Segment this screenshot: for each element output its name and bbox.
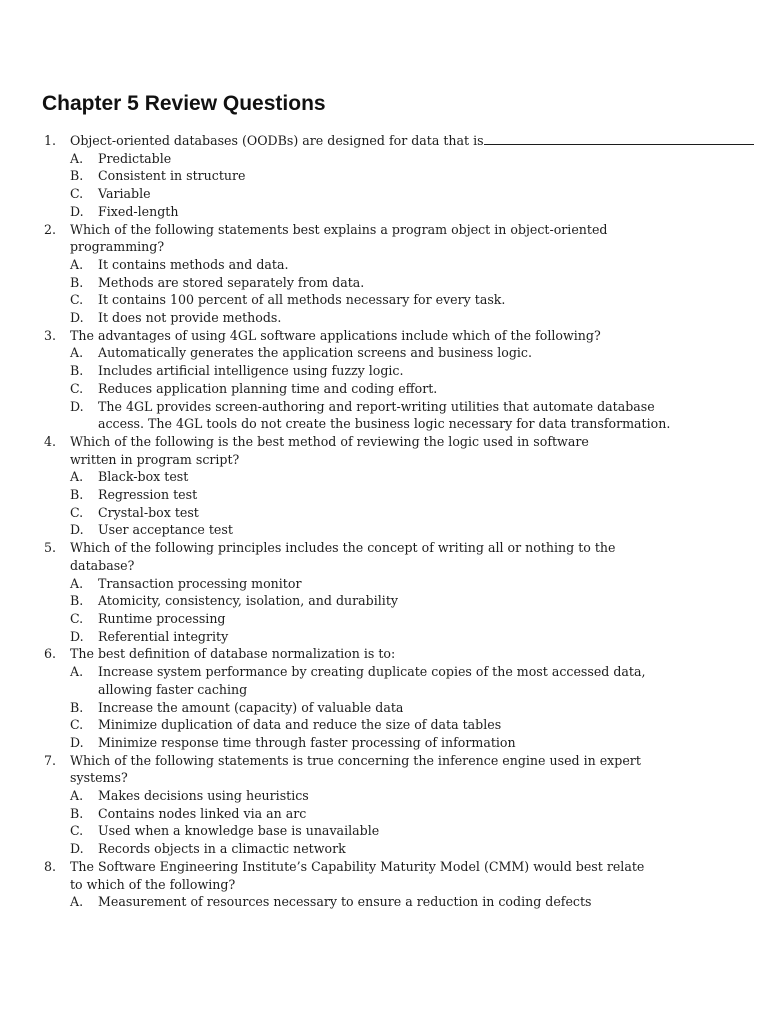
- option-text: access. The 4GL tools do not create the business logic necessary for data transformation.: [98, 416, 671, 432]
- option-text: Used when a knowledge base is unavailable: [98, 823, 380, 839]
- answer-option: [70, 167, 768, 185]
- option-text: Makes decisions using heuristics: [98, 788, 309, 804]
- option-letter: C.: [70, 380, 84, 396]
- option-text: Variable: [98, 186, 151, 202]
- option-letter: A.: [70, 469, 84, 485]
- question-text: Which of the following is the best method of reviewing the logic used in software: [70, 433, 589, 449]
- option-text: Consistent in structure: [98, 168, 246, 184]
- option-letter: A.: [70, 256, 84, 272]
- option-text: Transaction processing monitor: [98, 575, 302, 591]
- answer-option: [70, 628, 768, 646]
- question-text: The advantages of using 4GL software applications include which of the following?: [70, 327, 601, 343]
- option-letter: B.: [70, 274, 84, 290]
- answer-option: [70, 362, 768, 380]
- answer-option: [70, 893, 768, 911]
- option-text: Regression test: [98, 487, 198, 503]
- question-item: [40, 433, 768, 539]
- question-item: [40, 752, 768, 858]
- answer-option: [70, 716, 768, 734]
- answer-option: [70, 486, 768, 504]
- option-text: Referential integrity: [98, 628, 229, 644]
- option-letter: B.: [70, 805, 84, 821]
- answer-option: [70, 504, 768, 522]
- option-letter: B.: [70, 699, 84, 715]
- option-letter: D.: [70, 310, 84, 326]
- answer-option: [70, 521, 768, 539]
- option-text: Increase system performance by creating duplicate copies of the most accessed data,: [98, 664, 646, 680]
- answer-option: [70, 468, 768, 486]
- option-text: Atomicity, consistency, isolation, and durability: [98, 593, 399, 609]
- option-text: Predictable: [98, 150, 172, 166]
- option-letter: D.: [70, 841, 84, 857]
- option-text: It contains methods and data.: [98, 256, 289, 272]
- option-letter: C.: [70, 823, 84, 839]
- question-number: 1.: [44, 133, 57, 148]
- question-text: systems?: [70, 770, 128, 786]
- question-item: [40, 645, 768, 751]
- option-text: It contains 100 percent of all methods necessary for every task.: [98, 292, 506, 308]
- question-number: 4.: [44, 433, 57, 449]
- answer-option: [70, 663, 768, 698]
- question-text: database?: [70, 557, 135, 573]
- question-text: Object-oriented databases (OODBs) are designed for data that is: [70, 132, 768, 150]
- question-item: [40, 858, 768, 911]
- option-text: Contains nodes linked via an arc: [98, 805, 307, 821]
- answer-option: [70, 309, 768, 327]
- option-letter: C.: [70, 610, 84, 626]
- question-number: 2.: [44, 221, 57, 237]
- answer-option: [70, 592, 768, 610]
- question-text: The best definition of database normalization is to:: [70, 646, 396, 662]
- option-text: Reduces application planning time and coding effort.: [98, 380, 438, 396]
- page-title: Chapter 5 Review Questions: [42, 92, 326, 115]
- option-text: Records objects in a climactic network: [98, 841, 346, 857]
- question-item: [40, 539, 768, 645]
- option-text: Automatically generates the application screens and business logic.: [98, 345, 532, 361]
- question-text: to which of the following?: [70, 876, 236, 892]
- question-text: written in program script?: [70, 451, 240, 467]
- option-letter: D.: [70, 398, 84, 414]
- question-item: [40, 327, 768, 433]
- answer-option: [70, 734, 768, 752]
- question-item: [40, 221, 768, 327]
- answer-option: [70, 150, 768, 168]
- option-letter: C.: [70, 504, 84, 520]
- option-letter: A.: [70, 345, 84, 361]
- option-text: Crystal-box test: [98, 504, 199, 520]
- answer-option: [70, 291, 768, 309]
- option-letter: D.: [70, 203, 84, 219]
- option-letter: A.: [70, 575, 84, 591]
- question-item: [40, 132, 768, 221]
- option-letter: B.: [70, 487, 84, 503]
- option-letter: D.: [70, 628, 84, 644]
- question-number: 3.: [44, 327, 57, 343]
- question-number: 8.: [44, 858, 57, 874]
- option-letter: C.: [70, 186, 84, 202]
- option-letter: A.: [70, 664, 84, 680]
- answer-option: [70, 822, 768, 840]
- option-text: Minimize duplication of data and reduce the size of data tables: [98, 717, 502, 733]
- option-text: allowing faster caching: [98, 681, 248, 697]
- option-letter: B.: [70, 593, 84, 609]
- answer-option: [70, 256, 768, 274]
- option-letter: B.: [70, 168, 84, 184]
- question-text: The Software Engineering Institute’s Capability Maturity Model (CMM) would best relate: [70, 858, 645, 874]
- answer-option: [70, 840, 768, 858]
- option-text: Measurement of resources necessary to ensure a reduction in coding defects: [98, 894, 592, 910]
- answer-option: [70, 805, 768, 823]
- answer-blank-line: [484, 132, 754, 145]
- answer-option: [70, 274, 768, 292]
- option-text: User acceptance test: [98, 522, 233, 538]
- question-list: [40, 132, 768, 911]
- option-text: Fixed-length: [98, 203, 179, 219]
- answer-option: [70, 699, 768, 717]
- question-number: 7.: [44, 752, 57, 768]
- answer-option: [70, 380, 768, 398]
- option-letter: C.: [70, 717, 84, 733]
- answer-option: [70, 203, 768, 221]
- option-text: Black-box test: [98, 469, 189, 485]
- option-text: Runtime processing: [98, 610, 226, 626]
- option-letter: A.: [70, 894, 84, 910]
- answer-option: [70, 344, 768, 362]
- option-letter: B.: [70, 363, 84, 379]
- option-text: Minimize response time through faster processing of information: [98, 734, 516, 750]
- answer-option: [70, 575, 768, 593]
- option-letter: C.: [70, 292, 84, 308]
- option-text: The 4GL provides screen-authoring and report-writing utilities that automate database: [98, 398, 655, 414]
- answer-option: [70, 787, 768, 805]
- answer-option: [70, 398, 768, 433]
- option-text: Includes artificial intelligence using fuzzy logic.: [98, 363, 404, 379]
- option-text: It does not provide methods.: [98, 310, 282, 326]
- option-text: Increase the amount (capacity) of valuable data: [98, 699, 404, 715]
- option-letter: D.: [70, 522, 84, 538]
- question-text: Which of the following statements best explains a program object in object-oriented: [70, 221, 608, 237]
- question-text: Which of the following statements is true concerning the inference engine used in expert: [70, 752, 641, 768]
- question-number: 5.: [44, 540, 57, 556]
- question-text: Which of the following principles includes the concept of writing all or nothing to the: [70, 540, 616, 556]
- option-text: Methods are stored separately from data.: [98, 274, 365, 290]
- answer-option: [70, 610, 768, 628]
- option-letter: A.: [70, 150, 84, 166]
- option-letter: D.: [70, 734, 84, 750]
- question-number: 6.: [44, 646, 57, 662]
- option-letter: A.: [70, 788, 84, 804]
- answer-option: [70, 185, 768, 203]
- question-text: programming?: [70, 239, 165, 255]
